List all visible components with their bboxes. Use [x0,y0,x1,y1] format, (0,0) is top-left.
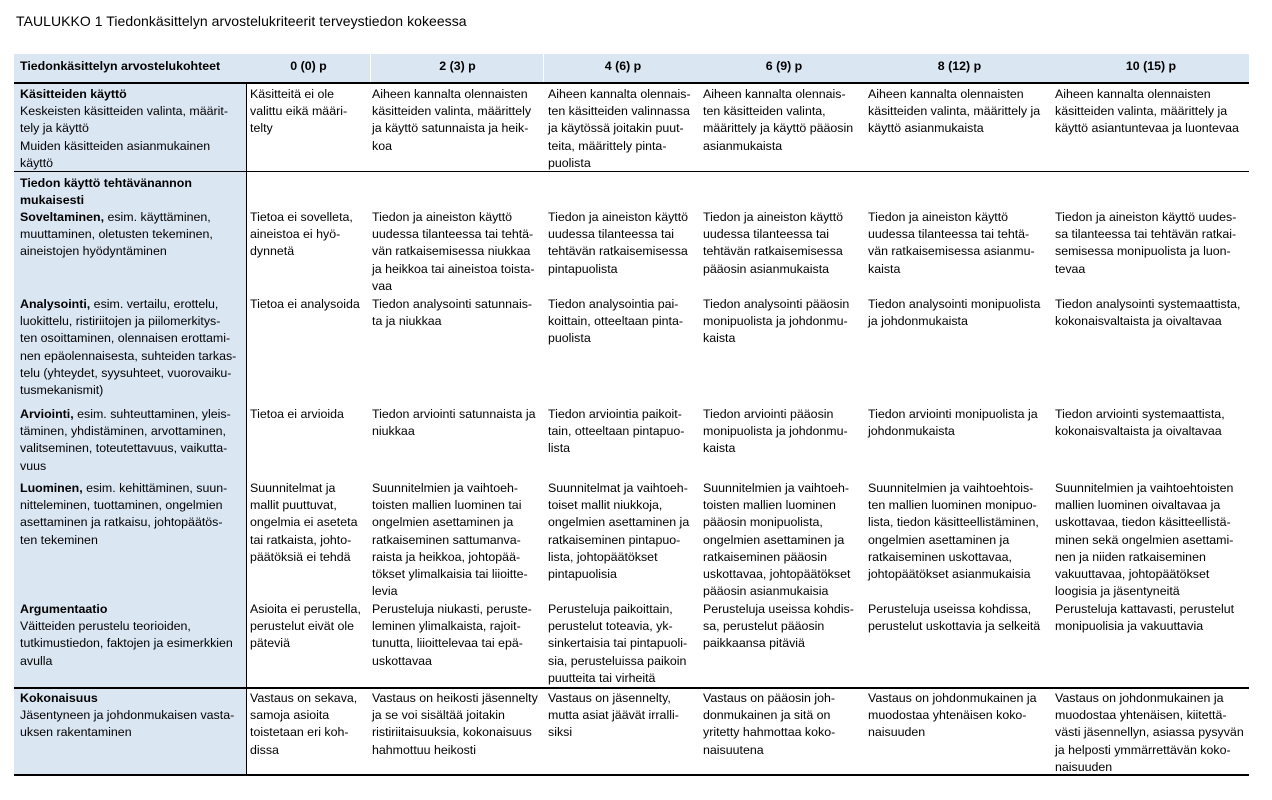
grade-cell-kokonaisuus-3 [703,690,835,759]
cell-line: Tiedon ja aineiston käyttö [548,210,689,224]
cell-line: pintapuolista [548,261,618,276]
criteria-title: Analysointi, [20,297,91,311]
grade-cell-luominen-0 [250,480,357,566]
cell-line: käyttö asianmukaista [868,121,984,136]
header-grade-2: 2 (3) p [439,59,476,73]
cell-line [20,209,213,226]
grade-cell-kasitteiden-kaytto-2 [548,86,691,172]
criteria-title: Arviointi, [20,407,74,421]
grade-cell-arviointi-3 [703,406,848,458]
cell-line: luokittelu, ristiriitojen ja piilomerkitys- [20,314,221,329]
criteria-title: Argumentaatio [20,602,108,616]
cell-line: Tiedon ja aineiston käyttö [703,210,844,224]
cell-line: Keskeisten käsitteiden valinta, määrit- [20,104,228,119]
criteria-cell-soveltaminen [20,209,213,261]
cell-line: Tiedon analysointia pai- [548,297,679,311]
cell-line: ja käyttö satunnaista ja heik- [372,121,529,136]
criteria-cell-kasitteiden-kaytto [20,86,228,172]
cell-line: ratkaiseminen pintapuo- [548,532,681,547]
header-criteria-label: Tiedonkäsittelyn arvostelukohteet [20,59,221,73]
cell-line: loogisia ja jäsentyneitä [1055,584,1180,599]
grade-cell-soveltaminen-1 [372,209,535,295]
cell-line: vuus [20,458,47,473]
grade-cell-arviointi-1 [372,406,535,440]
cell-line: toistetaan eri koh- [250,725,349,740]
cell-line: perustelut toteavia, yk- [548,619,673,634]
cell-line: Suunnitelmien ja vaihtoeh- [372,481,519,495]
grade-cell-luominen-5 [1055,480,1233,600]
grade-cell-kokonaisuus-2 [548,690,679,742]
cell-line: ongelmien asettaminen ja [868,532,1010,547]
cell-line: Tiedon analysointi satunnais- [372,297,533,311]
cell-line: toisten mallien luominen [703,498,836,513]
header-grade-6: 6 (9) p [765,59,803,73]
cell-line: Aiheen kannalta olennaisten [1055,87,1211,101]
cell-line: pääosin asianmukaista [703,261,830,276]
grade-cell-argumentaatio-1 [372,601,532,670]
cell-line: lista, tiedon käsitteellistäminen, [868,515,1039,530]
cell-line: täminen, yhdistäminen, arvottaminen, [20,424,226,439]
cell-line: Tiedon ja aineiston käyttö uudes- [1055,210,1237,224]
cell-line: vaa [372,278,392,293]
cell-line: lista [548,441,571,456]
cell-line: johdonmukaista [868,424,955,439]
cell-line: Tiedon arviointi monipuolista ja [868,407,1038,421]
cell-line: mutta asiat jäävät irralli- [548,708,679,723]
criteria-cell-kokonaisuus [20,690,234,742]
cell-line: sa tilanteessa tai tehtävän ratkai- [1055,227,1237,242]
cell-line: ten tekeminen [20,532,98,547]
cell-line: ristiriitaisuuksia, kokonaisuus [372,725,532,740]
grade-cell-soveltaminen-4 [868,209,1035,278]
cell-line: johtopäätökset asianmukaisia [868,567,1031,582]
cell-line: uskottavaa, johtopäätökset [703,567,851,582]
cell-line: lista, johtopäätökset [548,549,658,564]
cell-line: Tiedon arviointi systemaattista, [1055,407,1225,421]
cell-line: ja johdonmukaista [868,314,968,329]
grade-cell-argumentaatio-4 [868,601,1040,635]
grade-cell-soveltaminen-5 [1055,209,1236,278]
cell-line: pääosin monipuolista, [703,515,823,530]
criteria-title: Tiedon käyttö tehtävänannon [20,176,192,190]
grade-cell-analysointi-1 [372,296,532,330]
cell-line: Aiheen kannalta olennais- [548,87,691,101]
cell-line: kaista [868,261,901,276]
criteria-cell-argumentaatio [20,601,233,670]
cell-line: dissa [250,742,279,757]
cell-line: puolista [548,155,591,170]
cell-line: käyttö asiantuntevaa ja luontevaa [1055,121,1239,136]
cell-line: käsitteiden valinta, määrittely ja [868,104,1041,119]
cell-line: Tiedon arviointi pääosin [703,407,834,421]
grade-cell-analysointi-3 [703,296,849,348]
cell-line [20,480,227,497]
cell-line: Suunnitelmien ja vaihtoehtoisten [1055,481,1234,495]
cell-line: tusmekanismit) [20,383,104,398]
grade-cell-arviointi-5 [1055,406,1225,440]
grade-cell-kasitteiden-kaytto-4 [868,86,1040,138]
cell-line: raista ja heikkoa, johtopää- [372,549,521,564]
cell-line: Käsitteitä ei ole [250,87,335,101]
cell-line: ongelmien asettaminen ja [548,515,690,530]
cell-line: tehtävän ratkaisemisessa [703,244,843,259]
header-divider [14,82,1249,84]
criteria-title: Soveltaminen, [20,210,105,224]
cell-line: asettaminen ja ratkaisu, johtopäätös- [20,515,223,530]
cell-line: donmukainen ja sitä on [703,708,831,723]
grade-cell-argumentaatio-5 [1055,601,1234,635]
cell-line: tutkimustiedon, faktojen ja esimerkkien [20,636,233,651]
cell-line: Aiheen kannalta olennaisten [372,87,528,101]
grade-cell-analysointi-2 [548,296,683,348]
cell-line: Tiedon analysointi systemaattista, [1055,297,1241,311]
grade-cell-analysointi-0 [250,296,360,313]
cell-line: uskottavaa [372,653,432,668]
grade-cell-luominen-2 [548,480,689,583]
cell-line: Tiedon ja aineiston käyttö [372,210,513,224]
cell-line: Tietoa ei sovelleta, [250,210,353,224]
cell-line: Vastaus on pääosin joh- [703,691,836,705]
cell-line: tely ja käyttö [20,121,89,136]
cell-line: Tietoa ei analysoida [250,297,360,311]
cell-line: levia [372,584,398,599]
cell-line: ta ja niukkaa [372,314,442,329]
cell-line: Tiedon analysointi monipuolista [868,297,1041,311]
cell-line: siksi [548,725,573,740]
criteria-description: esim. käyttäminen, [104,210,211,224]
grade-cell-luominen-1 [372,480,528,600]
grade-cell-kasitteiden-kaytto-0 [250,86,347,138]
cell-line: ja käytössä joitakin puut- [548,121,684,136]
cell-line: muuttaminen, oletusten tekeminen, [20,227,213,242]
cell-line: dynnetä [250,244,295,259]
criteria-description: esim. kehittäminen, suun- [82,481,228,495]
cell-line: ten osoittaminen, olennaisen erottami- [20,331,231,346]
assessment-criteria-table [14,54,1249,776]
cell-line: vän ratkaisemisessa asianmu- [868,244,1035,259]
row-divider [14,687,1249,689]
cell-line: puutteita tai virheitä [548,670,656,685]
cell-line: nen ja niiden ratkaiseminen [1055,549,1206,564]
cell-line: semisessa monipuolista ja luon- [1055,244,1231,259]
cell-line: käyttö [20,155,54,170]
cell-line: Perusteluja kattavasti, perustelut [1055,602,1235,616]
cell-line [20,296,236,313]
criteria-description: esim. suhteuttaminen, yleis- [73,407,231,421]
cell-line: koittain, otteeltaan pinta- [548,314,684,329]
cell-line: ten käsitteiden valinta, [703,104,826,119]
cell-line: naisuuden [868,725,926,740]
grade-cell-argumentaatio-0 [250,601,361,653]
grade-cell-analysointi-4 [868,296,1040,330]
grade-cell-argumentaatio-3 [703,601,854,653]
cell-line: uskottavaa, tiedon käsitteellistä- [1055,515,1231,530]
cell-line: Jäsentyneen ja johdonmukaisen vasta- [20,708,235,723]
cell-line: teita, määrittely pinta- [548,138,667,153]
cell-line: kaista [703,331,736,346]
grade-cell-analysointi-5 [1055,296,1241,330]
cell-line: sinkertaisia tai pintapuoli- [548,636,688,651]
cell-line: vän ratkaisemisessa niukkaa [372,244,531,259]
grade-cell-kasitteiden-kaytto-1 [372,86,531,155]
cell-line: paikkaansa pitäviä [703,636,805,651]
cell-line: ongelmien asettaminen ja [703,532,845,547]
cell-line: telu (yhteydet, syysuhteet, vuorovaiku- [20,365,232,380]
cell-line: ratkaiseminen sattumanva- [372,532,521,547]
criteria-cell-tiedon-kaytto [20,175,192,209]
cell-line: perustelut eivät ole [250,619,355,634]
grade-cell-soveltaminen-0 [250,209,353,261]
grade-cell-arviointi-0 [250,406,344,423]
table-caption: TAULUKKO 1 Tiedonkäsittelyn arvostelukriteerit terveystiedon kokeessa [16,13,467,29]
cell-line: Muiden käsitteiden asianmukainen [20,138,211,153]
criteria-cell-arviointi [20,406,231,475]
cell-line: Suunnitelmien ja vaihtoehtois- [868,481,1034,495]
cell-line: Tiedon arviointia paikoit- [548,407,682,421]
cell-line: Vastaus on johdonmukainen ja [868,691,1037,705]
cell-line: Perusteluja niukasti, peruste- [372,602,532,616]
cell-line: asianmukaista [703,138,783,153]
criteria-cell-luominen [20,480,227,549]
cell-line: pääosin asianmukaisia [703,584,829,599]
cell-line: ja heikkoa tai aineistoa toista- [372,261,535,276]
cell-line: aineistoa ei hyö- [250,227,341,242]
cell-line: uudessa tilanteessa tai [703,227,830,242]
cell-line: avulla [20,653,53,668]
cell-line: aineistojen hyödyntäminen [20,244,167,259]
cell-line: puolista [548,331,591,346]
header-grade-8: 8 (12) p [937,59,982,73]
grade-cell-luominen-3 [703,480,850,600]
criteria-column-border [246,82,247,775]
cell-line: tehtävän ratkaisemisessa [548,244,688,259]
header-grade-4: 4 (6) p [604,59,642,73]
cell-line: tökset ylimalkaisia tai liioitte- [372,567,528,582]
cell-line: monipuolista ja johdonmu- [703,424,848,439]
cell-line: valitseminen, toteutettavuus, vaikutta- [20,441,228,456]
cell-line: samoja asioita [250,708,330,723]
cell-line: leminen ylimalkaista, rajoit- [372,619,521,634]
criteria-cell-analysointi [20,296,236,399]
cell-line: Asioita ei perustella, [250,602,361,616]
cell-line: Vastaus on sekava, [250,691,358,705]
cell-line: sa, perustelut pääosin [703,619,825,634]
cell-line: uudessa tilanteessa tai tehtä- [868,227,1030,242]
cell-line: Suunnitelmat ja [250,481,336,495]
cell-line: tevaa [1055,261,1086,276]
cell-line: Väitteiden perustelu teorioiden, [20,619,191,634]
grade-cell-kasitteiden-kaytto-5 [1055,86,1239,138]
cell-line: kokonaisvaltaista ja oivaltavaa [1055,424,1222,439]
cell-line: Suunnitelmien ja vaihtoeh- [703,481,850,495]
cell-line: perustelut uskottavia ja selkeitä [868,619,1041,634]
criteria-title: Kokonaisuus [20,691,98,705]
grade-cell-soveltaminen-2 [548,209,688,278]
cell-line: Vastaus on jäsennelty, [548,691,671,705]
cell-line: uksen rakentaminen [20,725,132,740]
cell-line: sia, perusteluissa paikoin [548,653,687,668]
cell-line: käsitteiden valinta, määrittely [372,104,532,119]
cell-line: telty [250,121,273,136]
cell-line: monipuolista ja johdonmu- [703,314,848,329]
cell-line: tai ratkaista, johto- [250,532,352,547]
cell-line: Vastaus on heikosti jäsennelty [372,691,538,705]
cell-line: hahmottuu heikosti [372,742,477,757]
cell-line: kaista [703,441,736,456]
cell-line: minen sekä ongelmien asettami- [1055,532,1234,547]
cell-line: toisten mallien luominen tai [372,498,522,513]
grade-cell-kokonaisuus-5 [1055,690,1244,776]
header-grade-0: 0 (0) p [290,59,327,73]
grade-cell-arviointi-2 [548,406,684,458]
cell-line: naisuuden [1055,759,1113,774]
cell-line: ongelmia ei aseteta [250,515,358,530]
cell-line: Suunnitelmat ja vaihtoeh- [548,481,688,495]
cell-line: Perusteluja paikoittain, [548,602,673,616]
cell-line: mallien luominen oivaltavaa ja [1055,498,1221,513]
cell-line: uudessa tilanteessa tai tehtä- [372,227,534,242]
grade-cell-kasitteiden-kaytto-3 [703,86,853,155]
grade-cell-kokonaisuus-1 [372,690,538,759]
cell-line: nitteleminen, tuottaminen, ongelmien [20,498,223,513]
cell-line: Aiheen kannalta olennais- [703,87,846,101]
cell-line: Perusteluja useissa kohdissa, [868,602,1032,616]
cell-line: ratkaiseminen pääosin [703,549,827,564]
cell-line: vakuuttavaa, johtopäätökset [1055,567,1210,582]
cell-line: päätöksiä ei tehdä [250,549,351,564]
cell-line: yritetty hahmottaa koko- [703,725,836,740]
criteria-description: esim. vertailu, erottelu, [90,297,219,311]
criteria-title: Luominen, [20,481,83,495]
cell-line: nen epäolennaisesta, suhteiden tarkas- [20,348,237,363]
criteria-title: Käsitteiden käyttö [20,87,127,101]
grade-cell-soveltaminen-3 [703,209,843,278]
cell-line: ten mallien luominen monipuo- [868,498,1037,513]
cell-line: uudessa tilanteessa tai [548,227,675,242]
cell-line: muodostaa yhtenäisen koko- [868,708,1027,723]
cell-line: Tiedon arviointi satunnaista ja [372,407,536,421]
cell-line: ratkaiseminen uskottavaa, [868,549,1012,564]
grade-cell-kokonaisuus-4 [868,690,1037,742]
cell-line: ten käsitteiden valinnassa [548,104,690,119]
cell-line: päteviä [250,636,290,651]
cell-line: Vastaus on johdonmukainen ja [1055,691,1224,705]
cell-line: valittu eikä määri- [250,104,348,119]
cell-line: Tiedon ja aineiston käyttö [868,210,1009,224]
cell-line: määrittely ja käyttö pääosin [703,121,854,136]
cell-line: pintapuolisia [548,567,617,582]
cell-line: tunutta, liioittelevaa tai epä- [372,636,523,651]
cell-line: käsitteiden valinta, määrittely ja [1055,104,1228,119]
cell-line: Perusteluja useissa kohdis- [703,602,854,616]
cell-line: kokonaisvaltaista ja oivaltavaa [1055,314,1222,329]
cell-line: Aiheen kannalta olennaisten [868,87,1024,101]
grade-cell-argumentaatio-2 [548,601,687,687]
cell-line: tain, otteeltaan pintapuo- [548,424,685,439]
cell-line: ongelmien asettaminen ja [372,515,514,530]
cell-line: ja se voi sisältää joitakin [372,708,505,723]
cell-line: niukkaa [372,424,415,439]
cell-line: mallit puuttuvat, [250,498,337,513]
cell-line: muodostaa yhtenäisen, kiitettä- [1055,708,1227,723]
cell-line [20,406,231,423]
header-grade-10: 10 (15) p [1125,59,1177,73]
cell-line: monipuolisia ja vakuuttavia [1055,619,1204,634]
grade-cell-kokonaisuus-0 [250,690,357,759]
cell-line: Tiedon analysointi pääosin [703,297,850,311]
cell-line: naisuutena [703,742,764,757]
cell-line: Tietoa ei arvioida [250,407,344,421]
cell-line: toiset mallit niukkoja, [548,498,663,513]
cell-line: ja helposti ymmärrettävän koko- [1055,742,1231,757]
cell-line: koa [372,138,392,153]
cell-line: mukaisesti [20,193,85,208]
grade-cell-luominen-4 [868,480,1039,583]
grade-cell-arviointi-4 [868,406,1038,440]
cell-line: västi jäsennellyn, asiassa pysyvän [1055,725,1244,740]
